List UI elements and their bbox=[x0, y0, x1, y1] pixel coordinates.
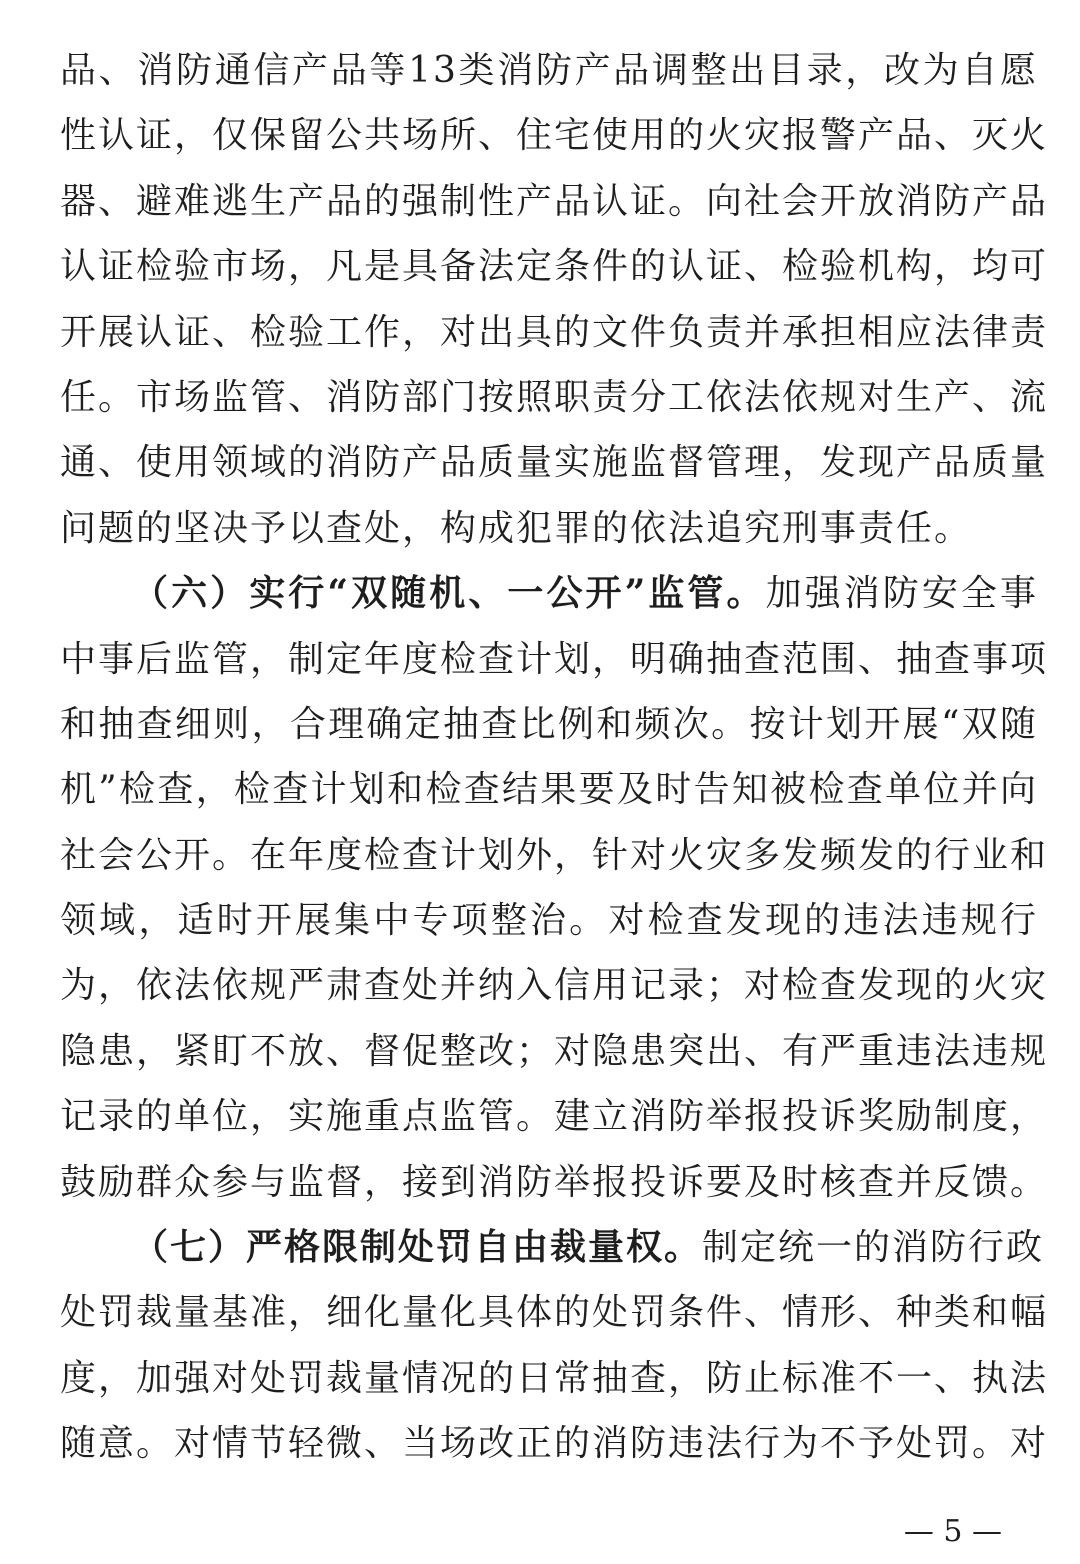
text-line: 性认证，仅保留公共场所、住宅使用的火灾报警产品、灭火 bbox=[60, 115, 1049, 157]
text-line: 认证检验市场，凡是具备法定条件的认证、检验机构，均可 bbox=[60, 246, 1049, 288]
text-line: 随意。对情节轻微、当场改正的消防违法行为不予处罚。对 bbox=[60, 1423, 1049, 1465]
body-text bbox=[60, 38, 1049, 1477]
text-line: 领域，适时开展集中专项整治。对检查发现的违法违规行 bbox=[60, 900, 1038, 942]
text-line: 通、使用领域的消防产品质量实施监督管理，发现产品质量 bbox=[60, 442, 1049, 484]
section-6-heading: （六）实行“双随机、一公开”监管。 bbox=[132, 572, 766, 615]
text-line: 开展认证、检验工作，对出具的文件负责并承担相应法律责 bbox=[60, 311, 1049, 353]
text-line: 隐患，紧盯不放、督促整改；对隐患突出、有严重违法违规 bbox=[60, 1030, 1049, 1072]
section-7-first-text: 制定统一的消防行政 bbox=[702, 1227, 1045, 1269]
text-line: 中事后监管，制定年度检查计划，明确抽查范围、抽查事项 bbox=[60, 638, 1049, 680]
text-line: 问题的坚决予以查处，构成犯罪的依法追究刑事责任。 bbox=[60, 507, 973, 549]
page-number-text: — 5 — bbox=[903, 1514, 1002, 1549]
text-line: 处罚裁量基准，细化量化具体的处罚条件、情形、种类和幅 bbox=[60, 1292, 1049, 1334]
section-6-first-text: 加强消防安全事 bbox=[765, 573, 1038, 615]
section-6-first-line bbox=[60, 561, 1038, 626]
text-line: 和抽查细则，合理确定抽查比例和频次。按计划开展“双随 bbox=[60, 703, 1038, 745]
page-number bbox=[0, 1512, 1080, 1552]
section-7-first-line bbox=[60, 1215, 1045, 1280]
text-line: 器、避难逃生产品的强制性产品认证。向社会开放消防产品 bbox=[60, 180, 1049, 222]
text-line: 任。市场监管、消防部门按照职责分工依法依规对生产、流 bbox=[60, 376, 1049, 418]
text-line: 机”检查，检查计划和检查结果要及时告知被检查单位并向 bbox=[60, 769, 1038, 811]
text-line: 为，依法依规严肃查处并纳入信用记录；对检查发现的火灾 bbox=[60, 965, 1049, 1007]
text-line: 鼓励群众参与监督，接到消防举报投诉要及时核查并反馈。 bbox=[60, 1161, 1049, 1203]
text-line: 记录的单位，实施重点监管。建立消防举报投诉奖励制度， bbox=[60, 1096, 1049, 1138]
text-line: 品、消防通信产品等13类消防产品调整出目录，改为自愿 bbox=[60, 50, 1038, 91]
section-7-heading: （七）严格限制处罚自由裁量权。 bbox=[132, 1226, 703, 1269]
text-line: 度，加强对处罚裁量情况的日常抽查，防止标准不一、执法 bbox=[60, 1357, 1049, 1399]
text-line: 社会公开。在年度检查计划外，针对火灾多发频发的行业和 bbox=[60, 834, 1049, 876]
